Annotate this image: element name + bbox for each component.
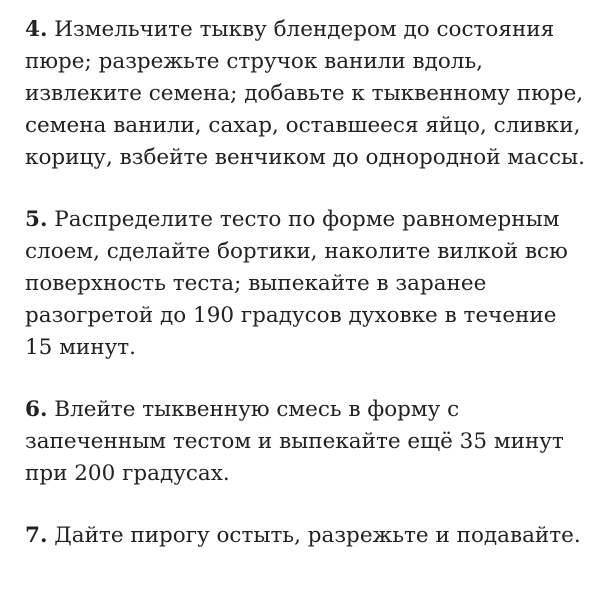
step-text: Измельчите тыкву блендером до состояния пюре; разрежьте стручок ванили вдоль, извлеките семена; добавьте к тыквенному пюре, семена ванили, сахар, оставшееся яйцо, сливки, корицу, взбейте венчиком до однородной массы. — [25, 17, 585, 170]
step-number: 6. — [25, 397, 48, 422]
step-text: Дайте пирогу остыть, разрежьте и подавайте. — [54, 523, 581, 548]
recipe-step-7 — [25, 520, 588, 552]
step-text: Распределите тесто по форме равномерным слоем, сделайте бортики, наколите вилкой всю поверхность теста; выпекайте в заранее разогретой до 190 градусов духовке в течение 15 минут. — [25, 207, 568, 360]
recipe-step-5 — [25, 204, 588, 364]
step-number: 5. — [25, 207, 48, 232]
step-number: 4. — [25, 17, 48, 42]
step-text: Влейте тыквенную смесь в форму с запеченным тестом и выпекайте ещё 35 минут при 200 градусах. — [25, 397, 564, 486]
recipe-step-4 — [25, 14, 588, 174]
recipe-step-6 — [25, 394, 588, 490]
step-number: 7. — [25, 523, 48, 548]
